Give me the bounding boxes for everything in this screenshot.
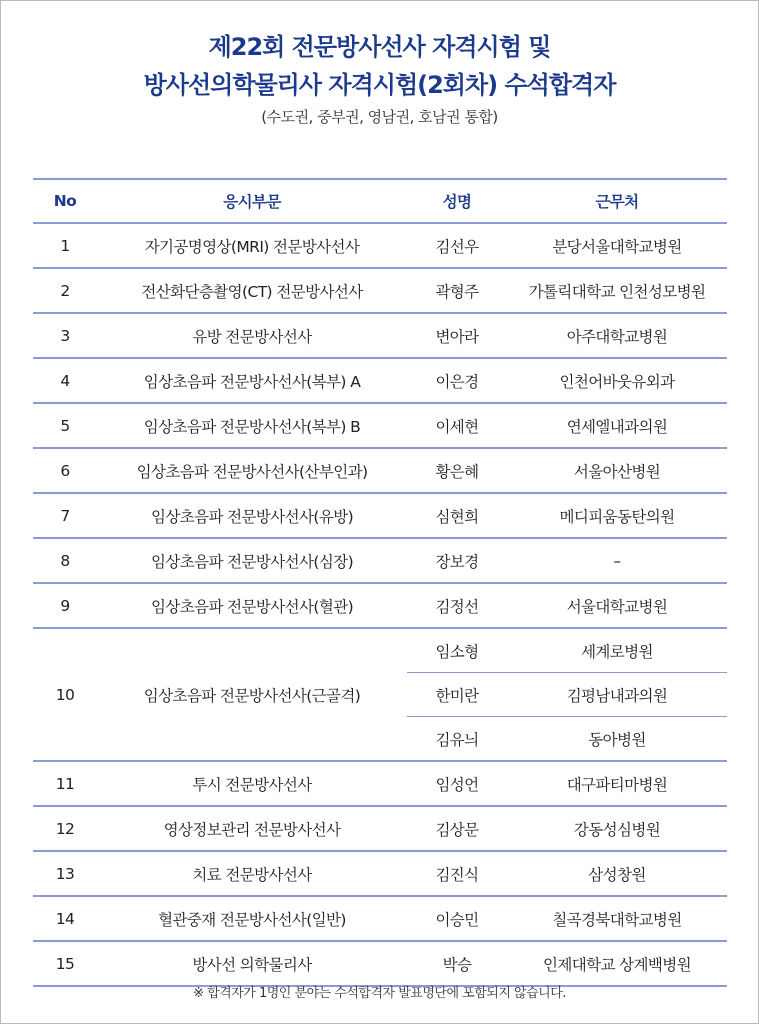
cell-no: 15 (33, 941, 97, 986)
table-row (33, 448, 727, 493)
cell-category: 임상초음파 전문방사선사(유방) (97, 493, 407, 538)
cell-workplace: 아주대학교병원 (507, 313, 727, 358)
cell-workplace: 김평남내과의원 (507, 673, 727, 717)
cell-workplace: 분당서울대학교병원 (507, 223, 727, 268)
cell-no: 10 (33, 628, 97, 761)
cell-workplace: 연세엘내과의원 (507, 403, 727, 448)
table-row (33, 493, 727, 538)
cell-no: 8 (33, 538, 97, 583)
table-row (33, 223, 727, 268)
cell-workplace: – (507, 538, 727, 583)
cell-workplace: 가톨릭대학교 인천성모병원 (507, 268, 727, 313)
cell-workplace: 메디피움동탄의원 (507, 493, 727, 538)
table-row (33, 313, 727, 358)
cell-workplace: 삼성창원 (507, 851, 727, 896)
cell-no: 3 (33, 313, 97, 358)
table-row (33, 941, 727, 986)
results-table (33, 178, 727, 987)
page-title (0, 28, 759, 104)
cell-category: 치료 전문방사선사 (97, 851, 407, 896)
cell-category: 전산화단층촬영(CT) 전문방사선사 (97, 268, 407, 313)
cell-workplace: 강동성심병원 (507, 806, 727, 851)
cell-no: 1 (33, 223, 97, 268)
cell-category: 투시 전문방사선사 (97, 761, 407, 806)
cell-category: 유방 전문방사선사 (97, 313, 407, 358)
title-line-1: 제22회 전문방사선사 자격시험 및 (208, 33, 551, 61)
cell-name: 심현희 (407, 493, 507, 538)
cell-name: 황은혜 (407, 448, 507, 493)
cell-name: 이은경 (407, 358, 507, 403)
cell-category: 임상초음파 전문방사선사(복부) A (97, 358, 407, 403)
cell-workplace: 인천어바웃유외과 (507, 358, 727, 403)
cell-no: 9 (33, 583, 97, 628)
cell-name: 장보경 (407, 538, 507, 583)
cell-workplace: 세계로병원 (507, 628, 727, 673)
table-row (33, 538, 727, 583)
cell-category: 영상정보관리 전문방사선사 (97, 806, 407, 851)
cell-category: 임상초음파 전문방사선사(근골격) (97, 628, 407, 761)
cell-workplace: 동아병원 (507, 717, 727, 762)
header-workplace: 근무처 (507, 179, 727, 223)
header-no: No (33, 179, 97, 223)
page-subtitle: (수도권, 중부권, 영남권, 호남권 통합) (261, 108, 498, 126)
cell-no: 6 (33, 448, 97, 493)
cell-no: 12 (33, 806, 97, 851)
cell-category: 임상초음파 전문방사선사(혈관) (97, 583, 407, 628)
cell-name: 이세현 (407, 403, 507, 448)
cell-category: 임상초음파 전문방사선사(심장) (97, 538, 407, 583)
cell-name: 김유늬 (407, 717, 507, 762)
cell-name: 임성언 (407, 761, 507, 806)
table-row (33, 628, 727, 673)
cell-workplace: 대구파티마병원 (507, 761, 727, 806)
cell-name: 김선우 (407, 223, 507, 268)
cell-no: 13 (33, 851, 97, 896)
cell-name: 변아라 (407, 313, 507, 358)
footnote: ※ 합격자가 1명인 분야는 수석합격자 발표명단에 포함되지 않습니다. (193, 986, 566, 1001)
cell-name: 임소형 (407, 628, 507, 673)
cell-no: 7 (33, 493, 97, 538)
cell-category: 혈관중재 전문방사선사(일반) (97, 896, 407, 941)
cell-workplace: 칠곡경북대학교병원 (507, 896, 727, 941)
cell-category: 자기공명영상(MRI) 전문방사선사 (97, 223, 407, 268)
table-body (33, 223, 727, 986)
cell-no: 2 (33, 268, 97, 313)
table-row (33, 358, 727, 403)
cell-name: 박승 (407, 941, 507, 986)
cell-category: 방사선 의학물리사 (97, 941, 407, 986)
table-row (33, 583, 727, 628)
cell-name: 김정선 (407, 583, 507, 628)
cell-category: 임상초음파 전문방사선사(복부) B (97, 403, 407, 448)
cell-name: 김상문 (407, 806, 507, 851)
cell-workplace: 인제대학교 상계백병원 (507, 941, 727, 986)
table-row (33, 806, 727, 851)
cell-name: 김진식 (407, 851, 507, 896)
cell-no: 4 (33, 358, 97, 403)
header-category: 응시부문 (97, 179, 407, 223)
cell-no: 5 (33, 403, 97, 448)
cell-no: 14 (33, 896, 97, 941)
cell-workplace: 서울대학교병원 (507, 583, 727, 628)
table-header-row (33, 179, 727, 223)
cell-category: 임상초음파 전문방사선사(산부인과) (97, 448, 407, 493)
cell-name: 한미란 (407, 673, 507, 717)
cell-workplace: 서울아산병원 (507, 448, 727, 493)
table-row (33, 851, 727, 896)
table-row (33, 896, 727, 941)
table-row (33, 761, 727, 806)
header-name: 성명 (407, 179, 507, 223)
table-row (33, 403, 727, 448)
table-row (33, 268, 727, 313)
cell-name: 이승민 (407, 896, 507, 941)
cell-no: 11 (33, 761, 97, 806)
cell-name: 곽형주 (407, 268, 507, 313)
title-line-2: 방사선의학물리사 자격시험(2회차) 수석합격자 (143, 71, 616, 99)
